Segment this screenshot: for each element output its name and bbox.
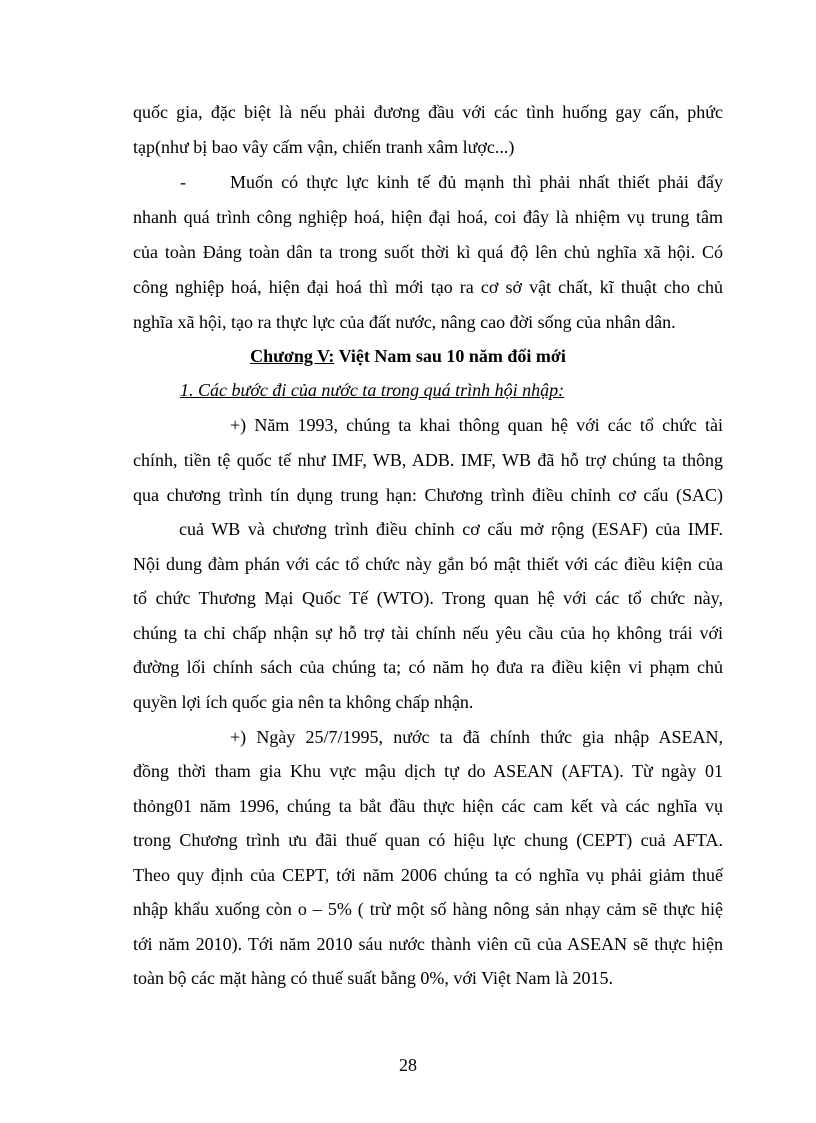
text-line: quốc gia, đặc biệt là nếu phải đương đầu với các tình huống gay cấn, phức <box>133 102 723 122</box>
text-line: của toàn Đảng toàn dân ta trong suốt thời kì quá độ lên chủ nghĩa xã hội. Có <box>133 242 723 262</box>
text-line: nghĩa xã hội, tạo ra thực lực của đất nước, nâng cao đời sống của nhân dân. <box>133 312 676 332</box>
text-line: công nghiệp hoá, hiện đại hoá thì mới tạo ra cơ sở vật chất, kĩ thuật cho chủ <box>133 277 723 297</box>
text-line: đồng thời tham gia Khu vực mậu dịch tự do ASEAN (AFTA). Từ ngày 01 <box>133 761 723 781</box>
text-line: nhanh quá trình công nghiệp hoá, hiện đại hoá, coi đây là nhiệm vụ trung tâm <box>133 207 723 227</box>
chapter-heading <box>0 344 816 368</box>
text-line: đường lối chính sách của chúng ta; có năm họ đưa ra điều kiện vi phạm chủ <box>133 657 723 677</box>
text-line: Theo quy định của CEPT, tới năm 2006 chúng ta có nghĩa vụ phải giảm thuế <box>133 865 723 885</box>
text-line: qua chương trình tín dụng trung hạn: Chương trình điều chỉnh cơ cấu (SAC) <box>133 485 723 505</box>
text-line: thỏng01 năm 1996, chúng ta bắt đầu thực hiện các cam kết và các nghĩa vụ <box>133 796 723 816</box>
text-line: Muốn có thực lực kinh tế đủ mạnh thì phải nhất thiết phải đẩy <box>230 172 723 192</box>
section-heading: 1. Các bước đi của nước ta trong quá trình hội nhập: <box>180 380 565 400</box>
text-line: chúng ta chỉ chấp nhận sự hỗ trợ tài chính nếu yêu cầu của họ không trái với <box>133 623 723 643</box>
text-line: toàn bộ các mặt hàng có thuế suất bằng 0%, với Việt Nam là 2015. <box>133 968 613 988</box>
text-line: quyền lợi ích quốc gia nên ta không chấp nhận. <box>133 692 474 712</box>
chapter-label: Chương V: <box>250 346 335 366</box>
chapter-title: Việt Nam sau 10 năm đổi mới <box>334 346 566 366</box>
page-number: 28 <box>399 1055 417 1075</box>
text-line: Nội dung đàm phán với các tổ chức này gắn bó mật thiết với các điều kiện của <box>133 554 723 574</box>
text-line: cuả WB và chương trình điều chỉnh cơ cấu mở rộng (ESAF) của IMF. <box>179 519 723 539</box>
bullet-dash: - <box>180 172 186 192</box>
text-line: trong Chương trình ưu đãi thuế quan có hiệu lực chung (CEPT) cuả AFTA. <box>133 830 723 850</box>
text-line: tạp(như bị bao vây cấm vận, chiến tranh xâm lược...) <box>133 137 515 157</box>
text-line: +) Ngày 25/7/1995, nước ta đã chính thức gia nhập ASEAN, <box>230 727 723 747</box>
text-line: chính, tiền tệ quốc tế như IMF, WB, ADB. IMF, WB đã hỗ trợ chúng ta thông <box>133 450 723 470</box>
text-line: tổ chức Thương Mại Quốc Tế (WTO). Trong quan hệ với các tổ chức này, <box>133 588 723 608</box>
text-line: tới năm 2010). Tới năm 2010 sáu nước thành viên cũ của ASEAN sẽ thực hiện <box>133 934 723 954</box>
text-line: +) Năm 1993, chúng ta khai thông quan hệ với các tổ chức tài <box>230 415 723 435</box>
text-line: nhập khẩu xuống còn o – 5% ( trừ một số hàng nông sản nhạy cảm sẽ thực hiệ <box>133 899 723 919</box>
